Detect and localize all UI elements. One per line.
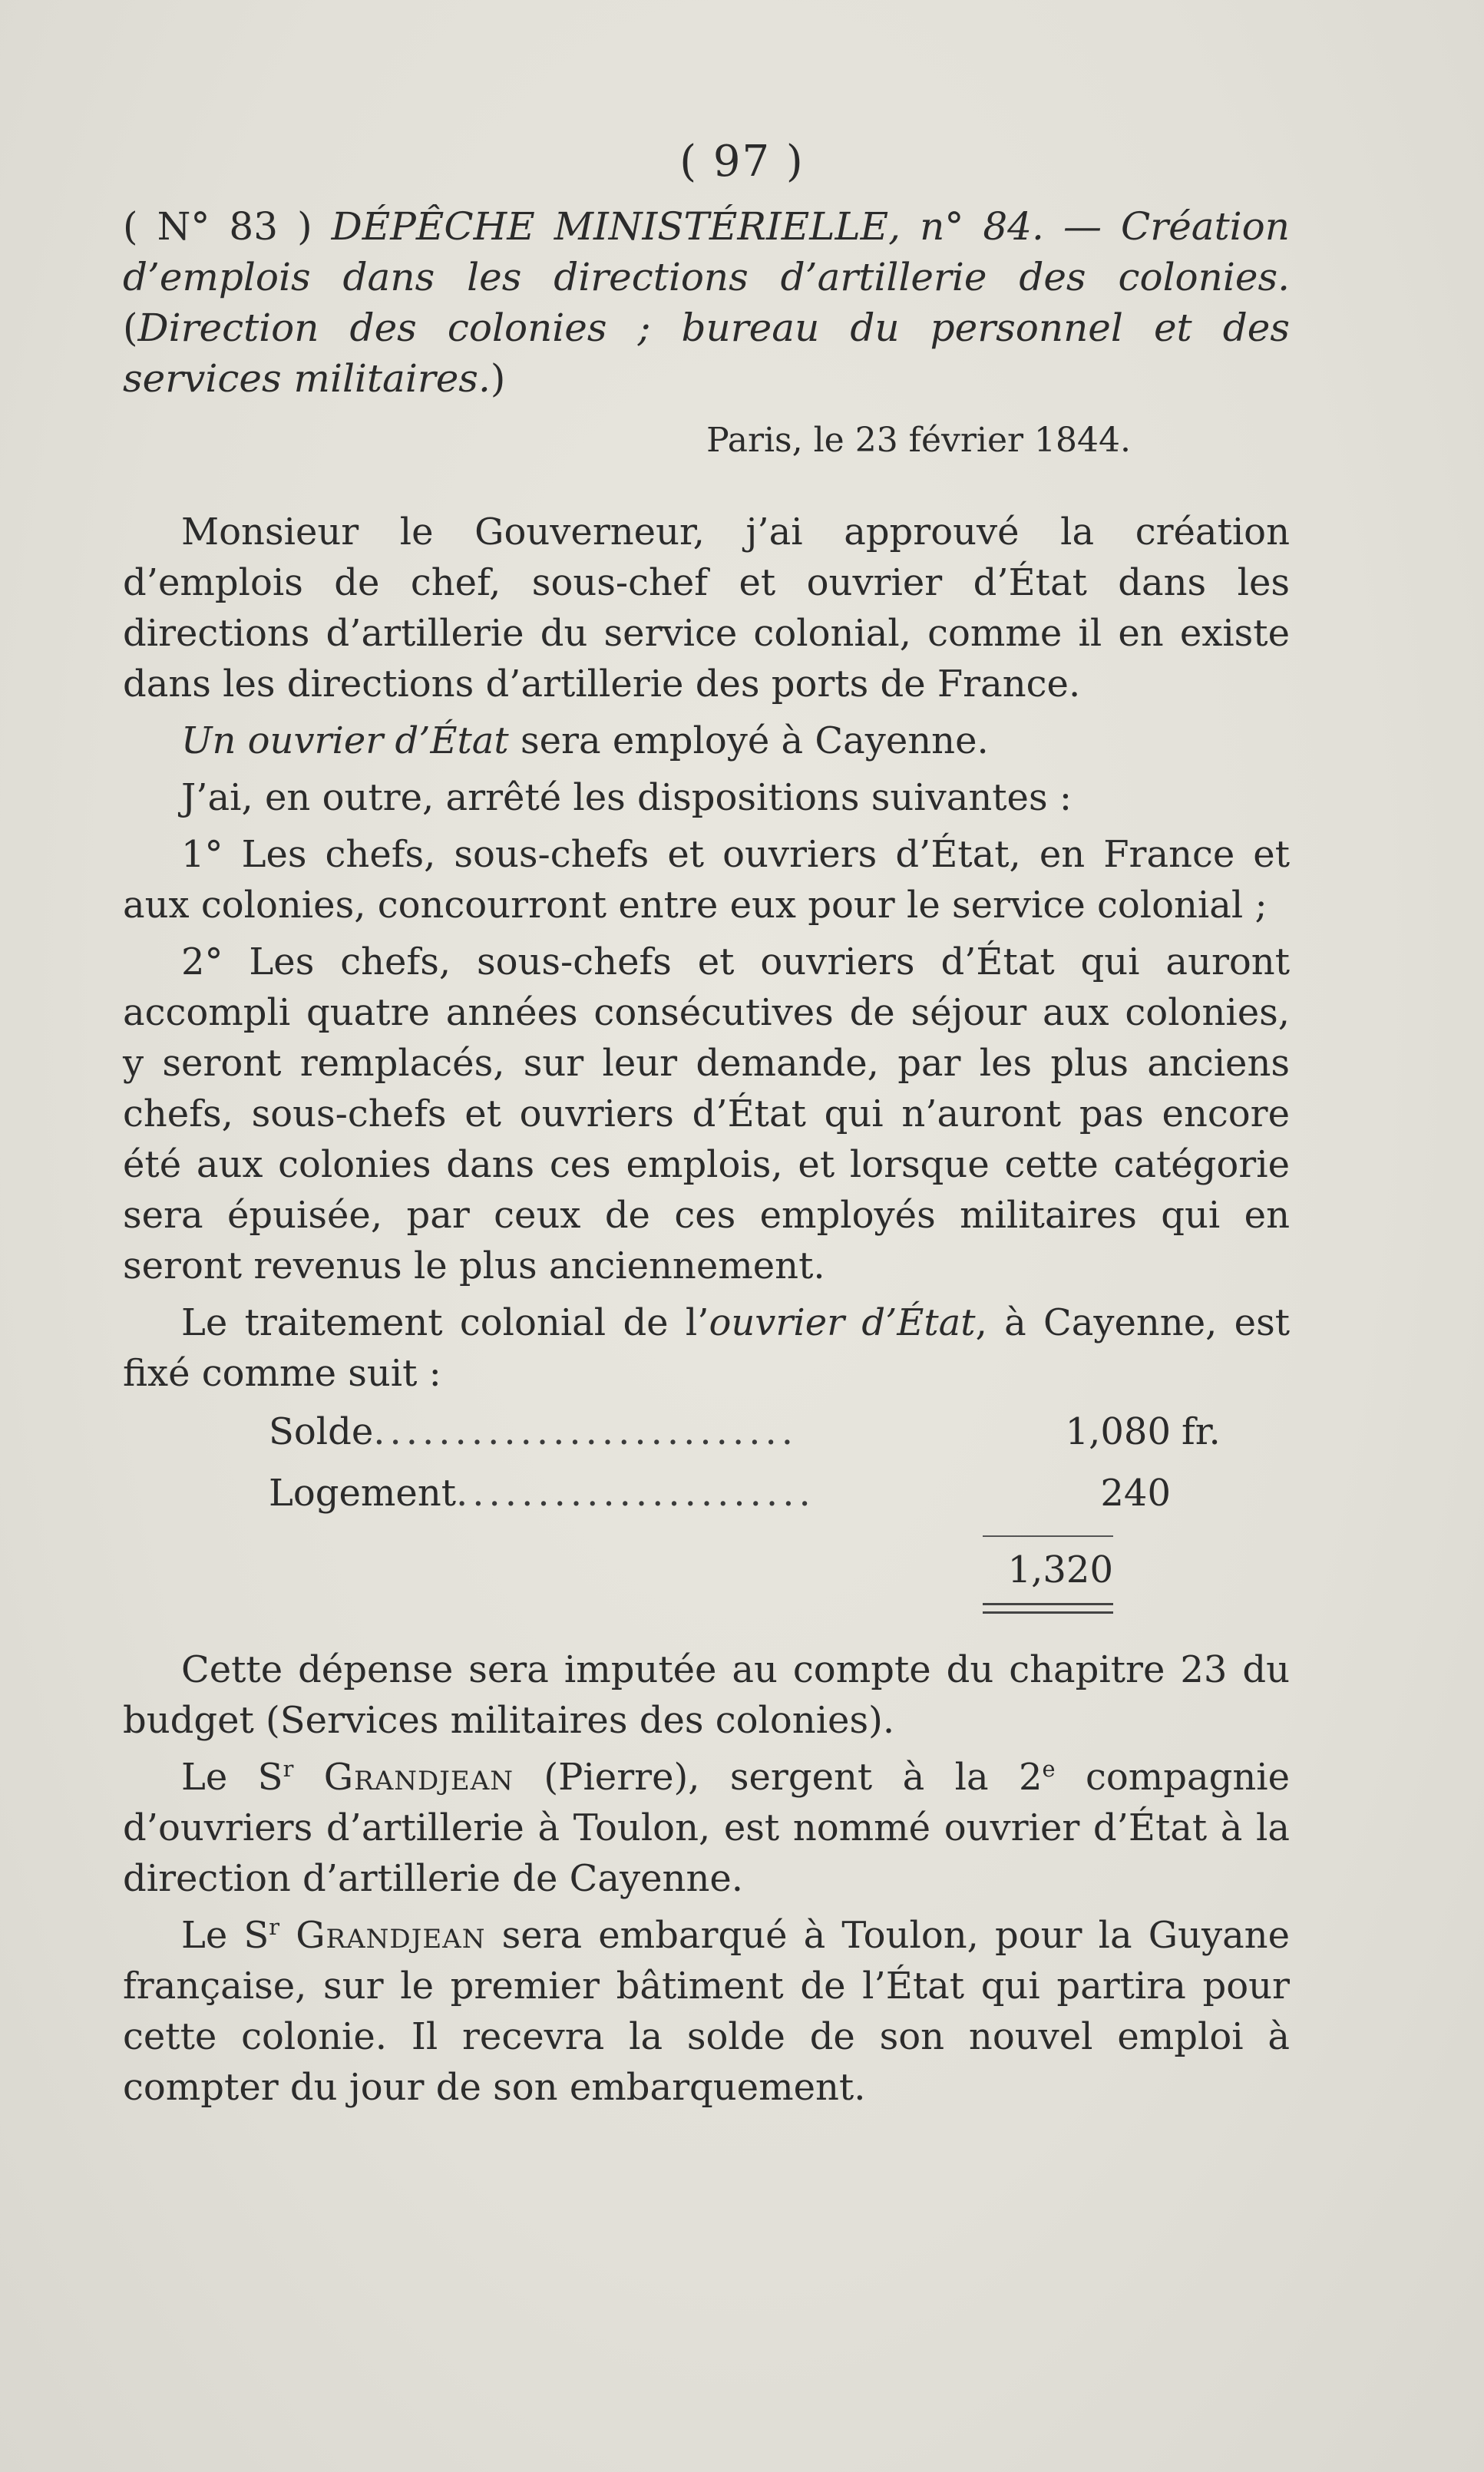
superscript: r xyxy=(283,1756,294,1782)
paragraph: 2° Les chefs, sous-chefs et ouvriers d’État qui auront accompli quatre années consécutives de séjour aux colonies, y seront remplacés, sur leur demande, par les plus anciens chefs, sous-chefs et ouvriers d’État qui n’auront pas encore été aux colonies dans ces emplois, et lorsque cette catégorie sera épuisée, par ceux de ces employés militaires qui en seront revenus le plus anciennement. xyxy=(123,940,1290,1287)
ledger-amount: 240 xyxy=(1100,1472,1171,1515)
paragraph-text: compagnie d’ouvriers d’artillerie à Toulon, est nommé ouvrier d’État à la direction d’artillerie de Cayenne. xyxy=(123,1756,1290,1900)
salary-ledger xyxy=(123,1406,1290,1614)
paragraph-text: Le traitement colonial de l’ xyxy=(181,1301,709,1344)
paragraph: 1° Les chefs, sous-chefs et ouvriers d’État, en France et aux colonies, concourront entre eux pour le service colonial ; xyxy=(123,833,1290,927)
italic-phrase: Un ouvrier d’État xyxy=(181,719,509,762)
paragraph-text: sera embarqué à Toulon, pour la Guyane française, sur le premier bâtiment de l’État qui partira pour cette colonie. Il recevra la solde de son nouvel emploi à compter du jour de son embarquement. xyxy=(123,1914,1291,2109)
dispatch-heading xyxy=(123,201,1290,404)
person-name: Grandjean xyxy=(323,1756,514,1799)
ledger-label: Solde xyxy=(269,1410,374,1453)
paragraph xyxy=(123,1910,1290,2113)
paragraph: Monsieur le Gouverneur, j’ai approuvé la création d’emplois de chef, sous-chef et ouvrier d’État dans les directions d’artillerie du service colonial, comme il en existe dans les directions d’artillerie des ports de France. xyxy=(123,511,1290,706)
paragraph xyxy=(123,1297,1290,1399)
superscript: e xyxy=(1042,1756,1056,1782)
page-number: ( 97 ) xyxy=(679,137,805,187)
dispatch-title: DÉPÊCHE MINISTÉRIELLE xyxy=(331,204,889,249)
italic-phrase: ouvrier d’État xyxy=(709,1301,976,1344)
dispatch-number: ( N° 83 ) xyxy=(123,204,312,249)
sum-rule xyxy=(983,1535,1113,1537)
total-double-rule xyxy=(983,1603,1113,1614)
ledger-row xyxy=(123,1406,1290,1468)
paragraph-text: (Pierre), sergent à la 2 xyxy=(514,1756,1043,1799)
ledger-unit: fr. xyxy=(1182,1410,1221,1453)
ledger-total: 1,320 xyxy=(1007,1548,1113,1591)
ledger-label: Logement xyxy=(269,1472,457,1515)
dispatch-reference: , n° 84. — xyxy=(888,204,1102,249)
paragraph-text: Le S xyxy=(181,1914,269,1957)
paragraph-text: , à Cayenne, est fixé comme suit : xyxy=(123,1301,1290,1395)
dispatch-subject: Création d’emplois dans les directions d’artillerie des colonies. xyxy=(123,204,1290,299)
dateline: Paris, le 23 février 1844. xyxy=(706,421,1131,460)
ledger-dots: .......................... xyxy=(373,1410,798,1453)
person-name: Grandjean xyxy=(296,1914,486,1957)
office-open-paren: ( xyxy=(123,306,138,350)
paragraph-text: Le S xyxy=(181,1756,283,1799)
office-close-paren: ) xyxy=(490,356,506,401)
ledger-amount: 1,080 xyxy=(1065,1410,1171,1453)
letter-body xyxy=(123,507,1290,2119)
superscript: r xyxy=(269,1914,280,1940)
paragraph xyxy=(123,1752,1290,1904)
paragraph-text: sera employé à Cayenne. xyxy=(520,719,989,762)
paragraph: Cette dépense sera imputée au compte du chapitre 23 du budget (Services militaires des colonies). xyxy=(123,1648,1290,1742)
ledger-dots: ...................... xyxy=(456,1472,815,1515)
ledger-row xyxy=(123,1468,1290,1529)
paragraph xyxy=(123,715,1290,766)
dispatch-office: Direction des colonies ; bureau du personnel et des services militaires. xyxy=(123,306,1290,401)
paragraph: J’ai, en outre, arrêté les dispositions suivantes : xyxy=(181,776,1073,819)
